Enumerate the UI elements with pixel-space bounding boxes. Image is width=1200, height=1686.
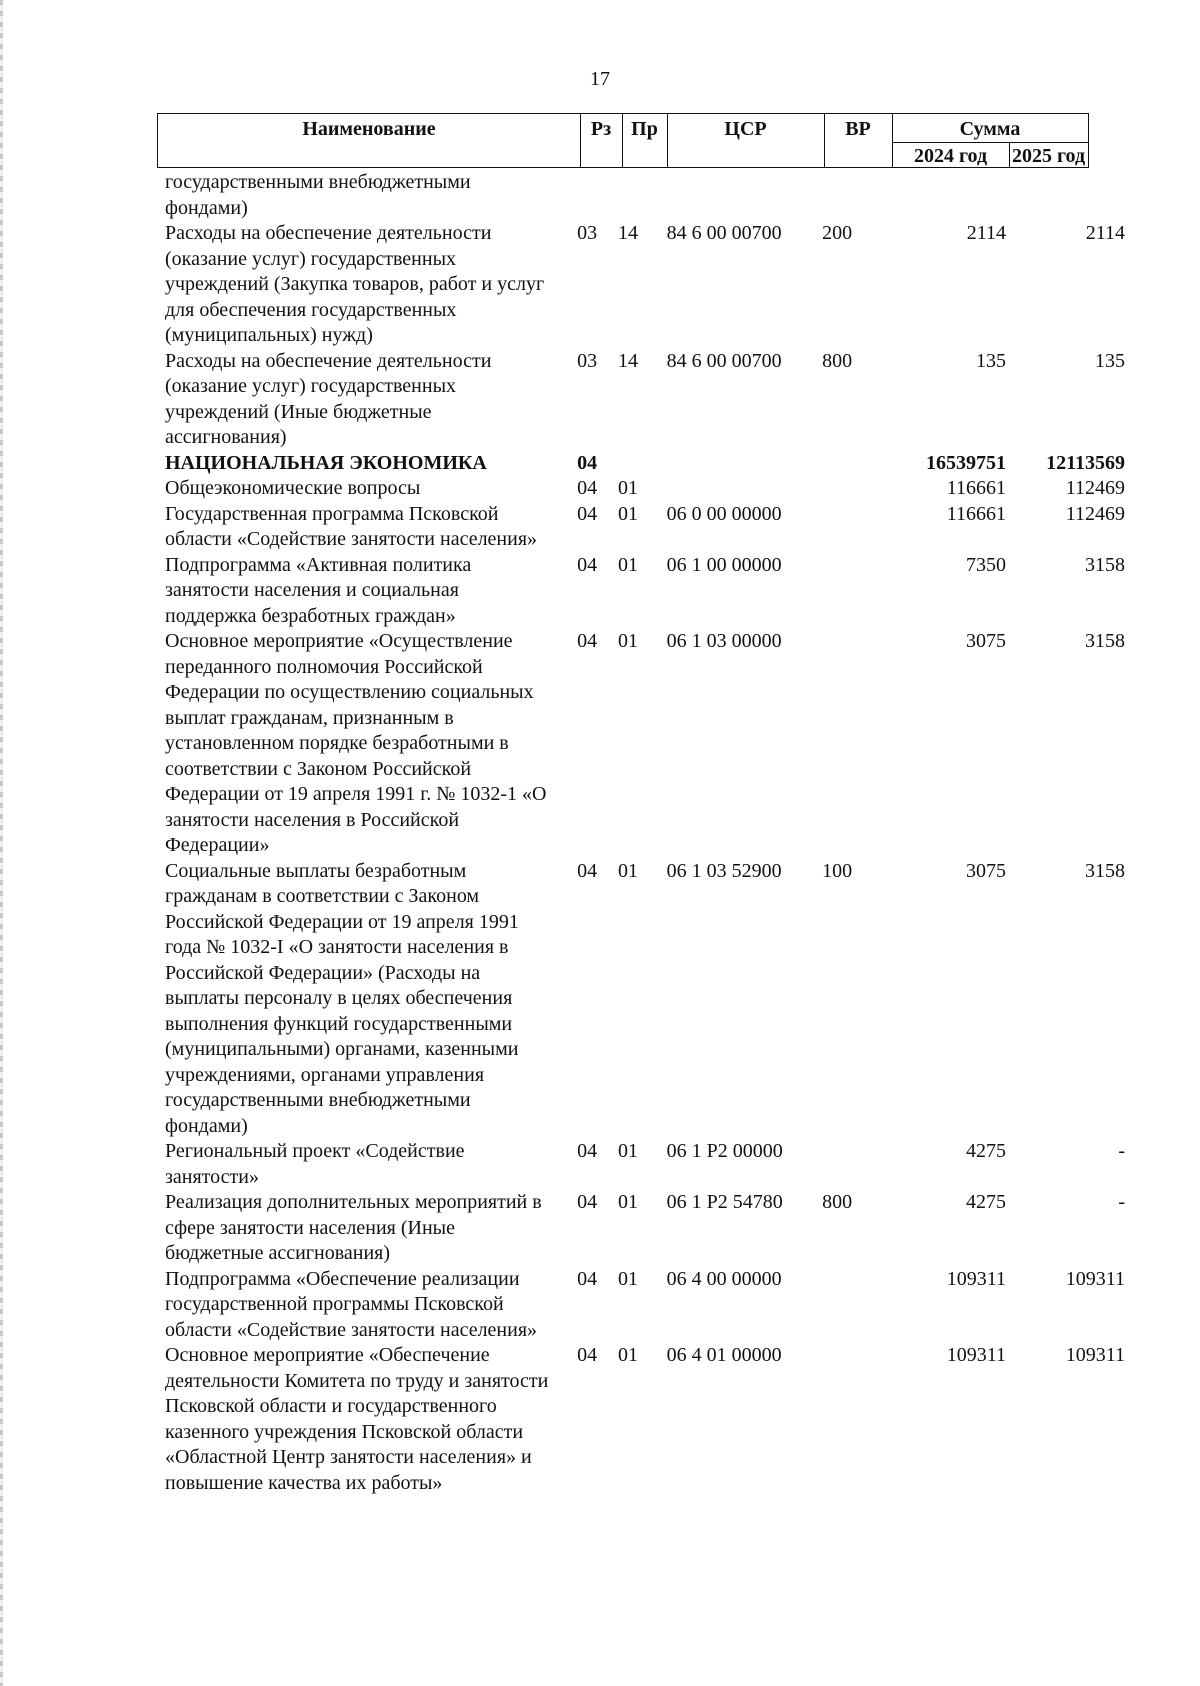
row-name: Расходы на обеспечение деятельности (оказание услуг) государственных учреждений (Закупка товаров, работ и услуг для обеспечения государственных (муниципальных) нужд) <box>165 222 545 346</box>
row-sum-2025: 2114 <box>1085 222 1125 244</box>
row-pr: 01 <box>617 859 638 882</box>
row-rz: 04 <box>577 451 598 474</box>
row-rz: 04 <box>577 502 598 525</box>
header-pr: Пр <box>631 118 658 140</box>
row-pr: 01 <box>617 1344 638 1366</box>
row-csr: 06 1 03 00000 <box>666 630 782 652</box>
header-sum: Сумма <box>959 118 1021 140</box>
row-pr: 01 <box>617 553 638 576</box>
row-pr: 14 <box>617 222 638 244</box>
table-row <box>165 221 1125 349</box>
row-sum-2025: 3158 <box>1085 553 1125 576</box>
row-vr: 800 <box>822 1191 853 1213</box>
row-rz: 04 <box>577 1191 598 1213</box>
row-name: Подпрограмма «Обеспечение реализации государственной программы Псковской области «Содействие занятости населения» <box>165 1267 538 1341</box>
row-sum-2025: 135 <box>1095 349 1125 372</box>
row-sum-2025: - <box>1118 1140 1125 1162</box>
scan-edge <box>0 0 3 1686</box>
row-sum-2025: 109311 <box>1065 1267 1125 1290</box>
row-sum-2024: 4275 <box>965 1140 1006 1162</box>
row-name: Расходы на обеспечение деятельности (оказание услуг) государственных учреждений (Иные бюджетные ассигнования) <box>165 349 492 448</box>
row-csr: 84 6 00 00700 <box>666 222 782 244</box>
row-csr: 06 4 00 00000 <box>666 1267 782 1290</box>
row-sum-2024: 4275 <box>965 1191 1006 1213</box>
row-sum-2025: 12113569 <box>1046 451 1125 474</box>
row-csr: 06 1 00 00000 <box>666 553 782 576</box>
table-body <box>165 170 1125 1496</box>
row-pr: 01 <box>617 1267 638 1290</box>
row-vr: 100 <box>822 859 853 882</box>
row-name: Социальные выплаты безработным гражданам в соответствии с Законом Российской Федерации от 19 апреля 1991 года № 1032-I «О занятости населения в Российской Федерации» (Расходы на выплаты персоналу в целях обеспечения выполнения функций государственными (муниципальными) органами, казенными учреждениями, органами управления государственными внебюджетными фондами) <box>165 859 519 1137</box>
table-row <box>165 1343 1125 1496</box>
row-pr: 01 <box>617 502 638 525</box>
table-row <box>165 1139 1125 1190</box>
row-rz: 04 <box>577 1344 598 1366</box>
row-name: НАЦИОНАЛЬНАЯ ЭКОНОМИКА <box>165 451 487 474</box>
header-csr: ЦСР <box>724 118 767 140</box>
row-name: Общеэкономические вопросы <box>165 477 421 499</box>
row-name: Государственная программа Псковской области «Содействие занятости населения» <box>165 502 538 550</box>
row-pr: 14 <box>617 349 638 372</box>
row-rz: 03 <box>577 222 598 244</box>
row-csr: 06 0 00 00000 <box>666 502 782 525</box>
row-pr: 01 <box>617 1140 638 1162</box>
row-csr: 06 1 P2 00000 <box>666 1140 783 1162</box>
row-sum-2024: 109311 <box>946 1344 1006 1366</box>
row-sum-2024: 3075 <box>965 630 1006 652</box>
row-rz: 04 <box>577 1140 598 1162</box>
table-row <box>165 859 1125 1140</box>
table-row <box>165 1190 1125 1267</box>
table-row <box>165 451 1125 477</box>
row-sum-2025: 109311 <box>1065 1344 1125 1366</box>
row-name: Основное мероприятие «Обеспечение деятельности Комитета по труду и занятости Псковской области и государственного казенного учреждения Псковской области «Областной Центр занятости населения» и повышение качества их работы» <box>165 1344 549 1494</box>
row-name: Реализация дополнительных мероприятий в сфере занятости населения (Иные бюджетные ассигнования) <box>165 1191 542 1264</box>
table-row <box>165 349 1125 451</box>
header-2025: 2025 год <box>1011 145 1086 167</box>
row-pr: 01 <box>617 477 638 499</box>
row-name: Региональный проект «Содействие занятости» <box>165 1140 465 1188</box>
row-name: государственными внебюджетными фондами) <box>165 171 471 219</box>
row-sum-2025: - <box>1118 1191 1125 1213</box>
row-rz: 03 <box>577 349 598 372</box>
row-sum-2025: 112469 <box>1065 502 1125 525</box>
table-header <box>157 113 1089 168</box>
row-csr: 06 1 P2 54780 <box>666 1191 783 1213</box>
row-sum-2025: 3158 <box>1085 630 1125 652</box>
row-vr: 800 <box>822 349 853 372</box>
row-sum-2025: 112469 <box>1065 477 1125 499</box>
table-row <box>165 1267 1125 1344</box>
row-csr: 06 1 03 52900 <box>666 859 782 882</box>
row-sum-2024: 2114 <box>966 222 1006 244</box>
row-vr: 200 <box>822 222 853 244</box>
row-name: Основное мероприятие «Осуществление переданного полномочия Российской Федерации по осуществлению социальных выплат гражданам, признанным в установленном порядке безработными в соответствии с Законом Российской Федерации от 19 апреля 1991 г. № 1032-1 «О занятости населения в Российской Федерации» <box>165 630 547 856</box>
row-sum-2024: 16539751 <box>925 451 1006 474</box>
row-sum-2024: 3075 <box>965 859 1006 882</box>
row-sum-2024: 116661 <box>946 502 1006 525</box>
row-rz: 04 <box>577 477 598 499</box>
row-sum-2024: 116661 <box>946 477 1006 499</box>
header-2024: 2024 год <box>913 145 988 167</box>
header-vr: ВР <box>845 118 871 140</box>
table-row <box>165 170 1125 221</box>
row-pr: 01 <box>617 630 638 652</box>
row-sum-2025: 3158 <box>1085 859 1125 882</box>
header-divider <box>892 142 1088 143</box>
row-sum-2024: 135 <box>975 349 1006 372</box>
row-rz: 04 <box>577 553 598 576</box>
row-rz: 04 <box>577 630 598 652</box>
row-pr: 01 <box>617 1191 638 1213</box>
row-sum-2024: 7350 <box>965 553 1006 576</box>
row-sum-2024: 109311 <box>946 1267 1006 1290</box>
row-rz: 04 <box>577 859 598 882</box>
header-name: Наименование <box>302 118 436 140</box>
header-rz: Рз <box>590 118 612 140</box>
page-number: 17 <box>590 68 610 90</box>
row-csr: 84 6 00 00700 <box>666 349 782 372</box>
table-row <box>165 476 1125 502</box>
table-row <box>165 553 1125 630</box>
row-csr: 06 4 01 00000 <box>666 1344 782 1366</box>
table-row <box>165 502 1125 553</box>
table-row <box>165 629 1125 859</box>
row-rz: 04 <box>577 1267 598 1290</box>
row-name: Подпрограмма «Активная политика занятости населения и социальная поддержка безработных граждан» <box>165 553 472 627</box>
